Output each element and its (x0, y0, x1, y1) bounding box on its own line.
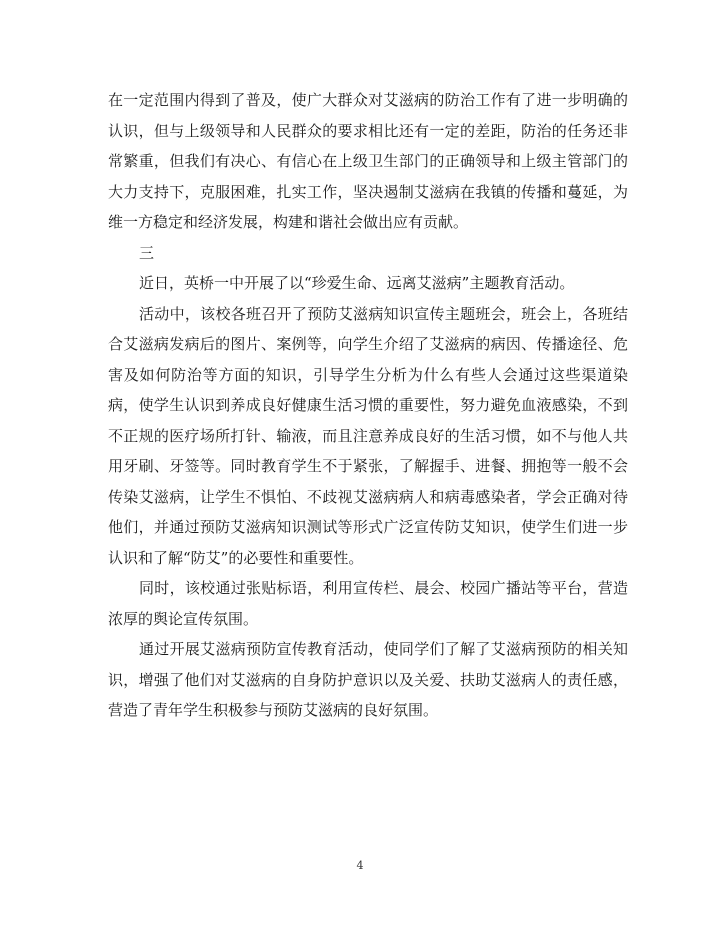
paragraph-1: 在一定范围内得到了普及，使广大群众对艾滋病的防治工作有了进一步明确的认识，但与上级领导和人民群众的要求相比还有一定的差距，防治的任务还非常繁重，但我们有决心、有信心在上级卫生部门的正确领导和上级主管部门的大力支持下，克服困难，扎实工作，坚决遏制艾滋病在我镇的传播和蔓延，为维一方稳定和经济发展，构建和谐社会做出应有贡献。 (108, 91, 628, 231)
paragraph-4: 同时，该校通过张贴标语，利用宣传栏、晨会、校园广播站等平台，营造浓厚的舆论宣传氛围。 (108, 579, 628, 628)
document-body (108, 85, 628, 726)
paragraph-5: 通过开展艾滋病预防宣传教育活动，使同学们了解了艾滋病预防的相关知识，增强了他们对艾滋病的自身防护意识以及关爱、扶助艾滋病人的责任感，营造了青年学生积极参与预防艾滋病的良好氛围。 (108, 640, 628, 719)
paragraph-2: 近日，英桥一中开展了以“珍爱生命、远离艾滋病”主题教育活动。 (139, 274, 575, 292)
section-heading: 三 (139, 243, 155, 262)
page-number: 4 (356, 859, 364, 872)
paragraph-3: 活动中，该校各班召开了预防艾滋病知识宣传主题班会，班会上，各班结合艾滋病发病后的图片、案例等，向学生介绍了艾滋病的病因、传播途径、危害及如何防治等方面的知识，引导学生分析为什么有些人会通过这些渠道染病，使学生认识到养成良好健康生活习惯的重要性，努力避免血液感染，不到不正规的医疗场所打针、输液，而且注意养成良好的生活习惯，如不与他人共用牙刷、牙签等。同时教育学生不于紧张，了解握手、进餐、拥抱等一般不会传染艾滋病，让学生不惧怕、不歧视艾滋病病人和病毒感染者，学会正确对待他们，并通过预防艾滋病知识测试等形式广泛宣传防艾知识，使学生们进一步认识和了解“防艾”的必要性和重要性。 (108, 304, 628, 567)
